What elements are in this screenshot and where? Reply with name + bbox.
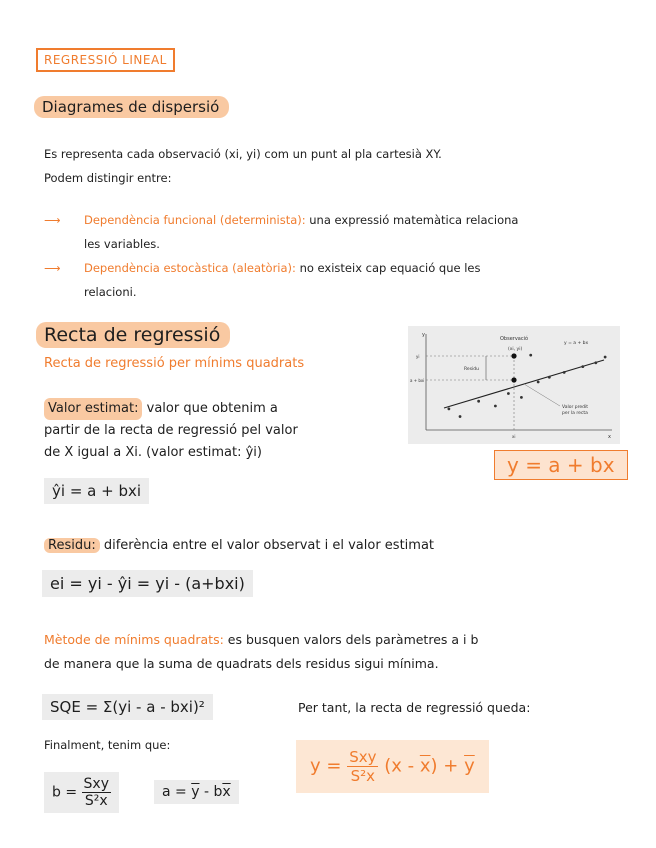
yhat-equation: ŷi = a + bxi (44, 478, 149, 504)
page-title: REGRESSIÓ LINEAL (36, 48, 175, 72)
list-item (44, 256, 634, 304)
final-regression-formula: y = $\frac{\text{Sxy}}{\text{S²x}}$ $(x - \overline{x}) + \overline{y}$ (296, 740, 489, 793)
residu-term: Residu: (44, 538, 100, 553)
intro-line-1: Es representa cada observació (xi, yi) com un punt al pla cartesià XY. (44, 147, 442, 161)
section-heading-recta: Recta de regressió (36, 322, 230, 348)
sqe-equation: SQE = Σ(yi - a - bxi)² (42, 694, 213, 720)
scatter-point (459, 415, 462, 418)
valor-estimat-term: Valor estimat: (44, 398, 142, 420)
scatter-point (494, 405, 497, 408)
intro-paragraph (44, 142, 634, 190)
observation-point (511, 353, 516, 358)
residu-equation: ei = yi - ŷi = yi - (a+bxi) (42, 570, 253, 597)
label-observacio: Observació (500, 336, 529, 342)
intro-line-2: Podem distingir entre: (44, 171, 172, 185)
scatter-point (537, 381, 540, 384)
list-item (44, 208, 634, 256)
scatter-point (507, 392, 510, 395)
valor-line-2: partir de la recta de regressió pel valor (44, 423, 298, 438)
label-valor-predit-2: per la recta (562, 411, 588, 416)
label-y: y (422, 332, 425, 338)
bullet-text-cont: relacioni. (84, 285, 137, 299)
label-abxi: a + bxi (410, 378, 425, 383)
valor-line-3: de X igual a Xi. (valor estimat: ŷi) (44, 445, 262, 460)
label-valor-predit-1: Valor predit (562, 405, 589, 410)
scatter-point (447, 407, 450, 410)
arrow-icon: ⟶ (44, 261, 61, 275)
label-xi: xi (512, 434, 516, 439)
metode-line-2: de manera que la suma de quadrats dels residus sigui mínima. (44, 656, 439, 671)
label-x: x (608, 434, 611, 440)
valor-line-1: valor que obtenim a (146, 401, 278, 416)
predicted-pointer (524, 384, 560, 406)
residu-text: diferència entre el valor observat i el valor estimat (103, 538, 435, 553)
scatter-point (477, 400, 480, 403)
scatter-point (594, 361, 597, 364)
bullet-term: Dependència estocàstica (aleatòria): (84, 261, 296, 275)
scatter-point (563, 371, 566, 374)
label-line: y = a + bx (564, 341, 589, 346)
metode-line-1: es busquen valors dels paràmetres a i b (227, 632, 479, 647)
regression-figure (408, 326, 620, 444)
residu-paragraph (44, 538, 434, 553)
bullet-list (44, 208, 634, 304)
bullet-text: una expressió matemàtica relaciona (309, 213, 519, 227)
metode-paragraph (44, 628, 634, 676)
regression-plot (408, 326, 620, 444)
section-heading-dispersio: Diagrames de dispersió (34, 96, 229, 118)
subheading-minims-quadrats: Recta de regressió per mínims quadrats (44, 356, 305, 371)
bullet-term: Dependència funcional (determinista): (84, 213, 306, 227)
scatter-point (581, 365, 584, 368)
b-formula: b = $\frac{\text{Sxy}}{\text{S²x}}$ (44, 772, 119, 813)
valor-estimat-paragraph (44, 398, 374, 464)
scatter-point (604, 356, 607, 359)
arrow-icon: ⟶ (44, 213, 61, 227)
label-yi: yi (416, 354, 420, 359)
bullet-text: no existeix cap equació que les (299, 261, 481, 275)
per-tant-text: Per tant, la recta de regressió queda: (298, 700, 531, 715)
line-equation-box: y = a + bx (494, 450, 628, 480)
label-point: (xi, yi) (508, 347, 523, 352)
finalment-text: Finalment, tenim que: (44, 738, 171, 752)
metode-term: Mètode de mínims quadrats: (44, 632, 224, 647)
scatter-point (548, 376, 551, 379)
scatter-point (520, 396, 523, 399)
scatter-point (529, 354, 532, 357)
bullet-text-cont: les variables. (84, 237, 160, 251)
label-residu: Residu (464, 367, 479, 372)
predicted-point (511, 377, 516, 382)
a-formula: $a = \overline{y} - b\overline{x}$ (154, 780, 239, 804)
